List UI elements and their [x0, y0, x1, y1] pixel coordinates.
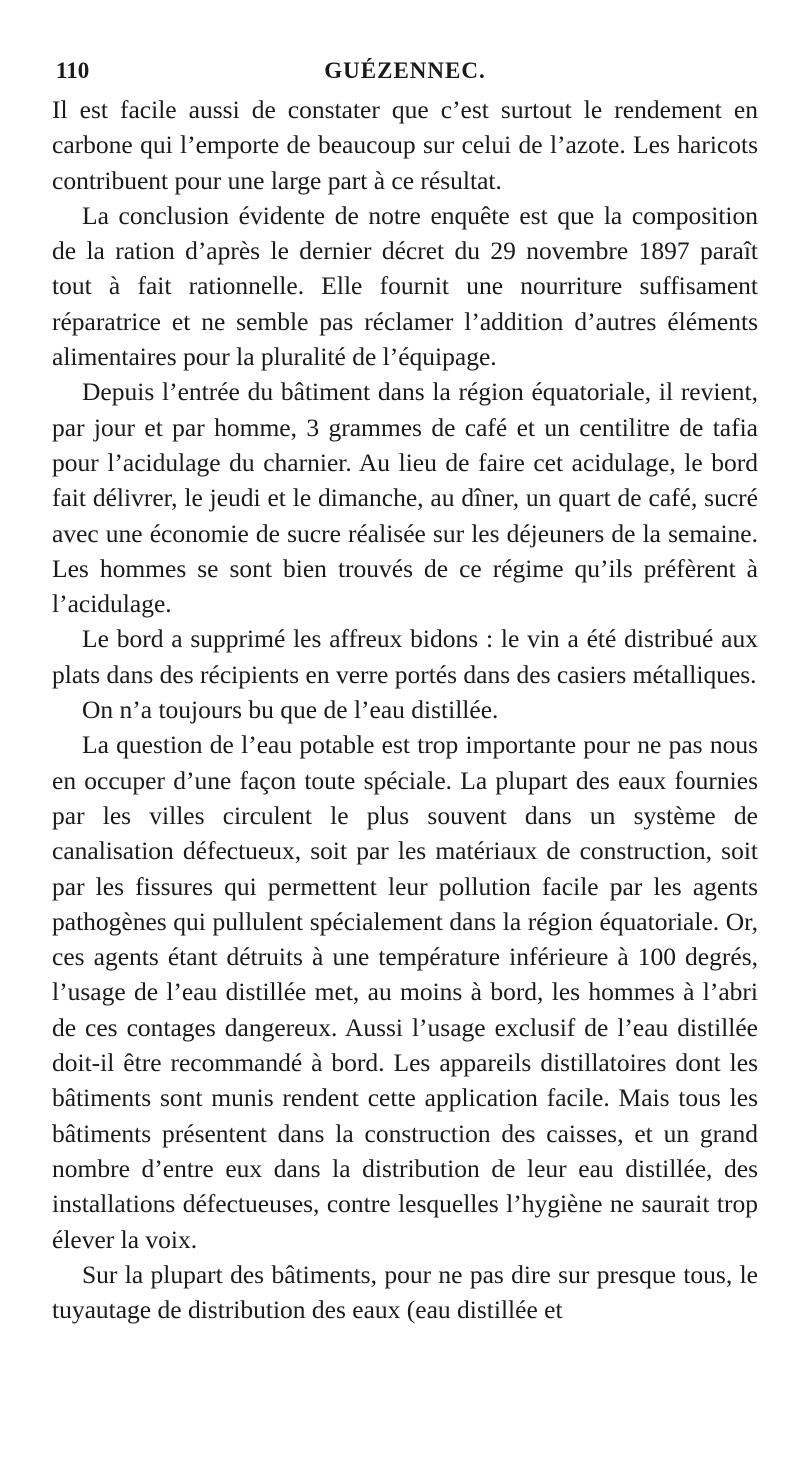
paragraph: On n’a toujours bu que de l’eau distillée. [82, 695, 499, 725]
page-header [52, 56, 758, 86]
paragraph: La conclusion évidente de notre enquête est que la composition de la ration d’après le dernier décret du 29 novembre 1897 paraît tout à fait rationnelle. Elle fournit une nourriture suffisament réparatrice et ne semble pas réclamer l’addition d’autres éléments alimentaires pour la pluralité de l’équipage. [52, 200, 758, 372]
book-page [52, 56, 758, 1327]
paragraph: La question de l’eau potable est trop importante pour ne pas nous en occuper d’une façon toute spéciale. La plupart des eaux fournies par les villes circulent le plus souvent dans un système de canalisation défectueux, soit par les matériaux de construction, soit par les fissures qui permettent leur pollution facile par les agents pathogènes qui pullulent spécialement dans la région équatoriale. Or, ces agents étant détruits à une température inférieure à 100 degrés, l’usage de l’eau distillée met, au moins à bord, les hommes à l’abri de ces contages dangereux. Aussi l’usage exclusif de l’eau distillée doit-il être recommandé à bord. Les appareils distillatoires dont les bâtiments sont munis rendent cette application facile. Mais tous les bâtiments présentent dans la construction des caisses, et un grand nombre d’entre eux dans la distribution de leur eau distillée, des installations défectueuses, contre lesquelles l’hygiène ne saurait trop élever la voix. [52, 730, 758, 1254]
body-text [52, 92, 758, 1327]
paragraph: Sur la plupart des bâtiments, pour ne pas dire sur presque tous, le tuyautage de distribution des eaux (eau distillée et [52, 1259, 758, 1325]
paragraph: Il est facile aussi de constater que c’est surtout le rendement en carbone qui l’emporte de beaucoup sur celui de l’azote. Les haricots contribuent pour une large part à ce résultat. [52, 95, 758, 195]
paragraph: Le bord a supprimé les affreux bidons : le vin a été distribué aux plats dans des récipients en verre portés dans des casiers métalliques. [52, 624, 758, 689]
paragraph: Depuis l’entrée du bâtiment dans la région équatoriale, il revient, par jour et par homme, 3 grammes de café et un centilitre de tafia pour l’acidulage du charnier. Au lieu de faire cet acidulage, le bord fait délivrer, le jeudi et le dimanche, au dîner, un quart de café, sucré avec une économie de sucre réalisée sur les déjeuners de la semaine. Les hommes se sont bien trouvés de ce régime qu’ils préfèrent à l’acidulage. [52, 377, 758, 619]
page-number: 110 [56, 58, 90, 83]
running-head: GUÉZENNEC. [324, 58, 486, 83]
